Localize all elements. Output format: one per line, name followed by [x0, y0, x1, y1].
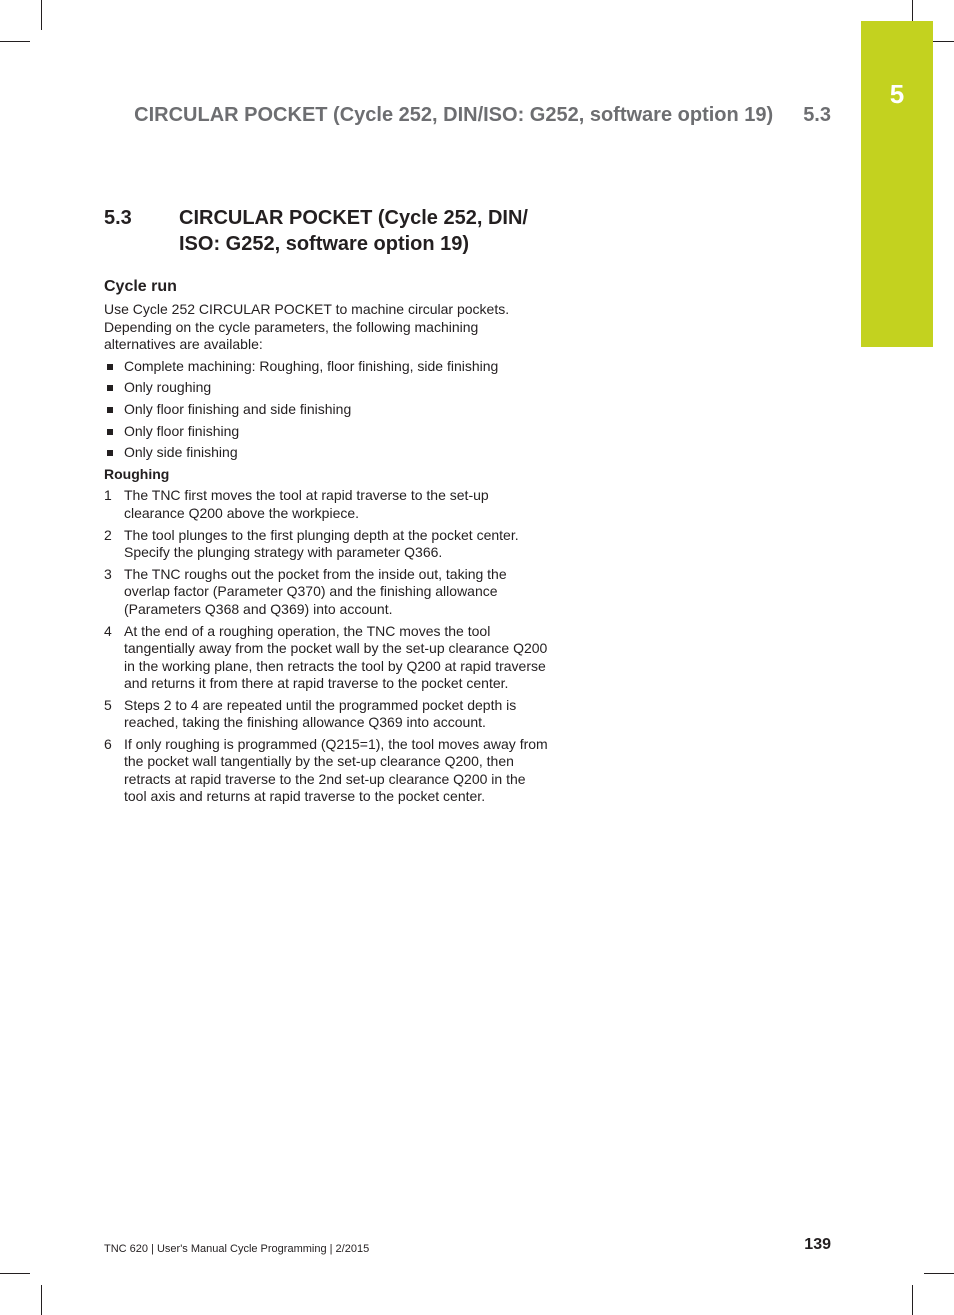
list-item: Only side finishing	[104, 444, 549, 462]
alternatives-list	[104, 358, 549, 462]
bullet-square-icon	[107, 429, 113, 435]
section-number: 5.3	[104, 207, 132, 229]
crop-mark	[41, 1285, 42, 1315]
list-item: Complete machining: Roughing, floor finishing, side finishing	[104, 358, 549, 376]
list-item: Only roughing	[104, 379, 549, 397]
step-number: 4	[104, 622, 112, 639]
list-item	[104, 623, 549, 693]
page-number: 139	[804, 1236, 831, 1253]
list-item	[104, 487, 549, 522]
bullet-square-icon	[107, 385, 113, 391]
step-text: Steps 2 to 4 are repeated until the programmed pocket depth is reached, taking the finishing allowance Q369 into account.	[124, 696, 517, 731]
chapter-tab	[861, 21, 933, 347]
step-text: The TNC first moves the tool at rapid traverse to the set-up clearance Q200 above the workpiece.	[124, 487, 489, 521]
crop-mark	[924, 1273, 954, 1274]
step-number: 5	[104, 696, 112, 713]
step-text: At the end of a roughing operation, the TNC moves the tool tangentially away from the pocket wall by the set-up clearance Q200 in the working plane, then retracts the tool by Q200 at rapid traverse and returns it from there at rapid traverse to the pocket center.	[124, 622, 548, 691]
list-item: Only floor finishing	[104, 423, 549, 441]
footer-text: TNC 620 | User's Manual Cycle Programming | 2/2015	[104, 1243, 370, 1255]
running-header-title: CIRCULAR POCKET (Cycle 252, DIN/ISO: G252, software option 19)	[134, 104, 774, 126]
cycle-run-intro: Use Cycle 252 CIRCULAR POCKET to machine circular pockets. Depending on the cycle parameters, the following machining alternatives are available:	[104, 301, 510, 352]
step-number: 3	[104, 565, 112, 582]
bullet-square-icon	[107, 450, 113, 456]
cycle-run-heading: Cycle run	[104, 278, 177, 295]
main-content	[104, 205, 549, 810]
roughing-steps	[104, 487, 549, 805]
step-number: 6	[104, 735, 112, 752]
list-item	[104, 697, 549, 732]
step-text: The tool plunges to the first plunging depth at the pocket center. Specify the plunging strategy with parameter Q366.	[124, 526, 519, 561]
bullet-square-icon	[107, 364, 113, 370]
step-text: If only roughing is programmed (Q215=1), the tool moves away from the pocket wall tangentially by the set-up clearance Q200, then retracts at rapid traverse to the 2nd set-up clearance Q200 in the tool axis and returns at rapid traverse to the pocket center.	[124, 735, 548, 805]
step-number: 1	[104, 487, 112, 504]
section-heading	[104, 205, 549, 257]
roughing-heading: Roughing	[104, 465, 170, 482]
section-title: CIRCULAR POCKET (Cycle 252, DIN/ ISO: G252, software option 19)	[179, 207, 528, 255]
list-item: Only floor finishing and side finishing	[104, 401, 549, 419]
crop-mark	[0, 41, 30, 42]
crop-mark	[0, 1273, 30, 1274]
running-header	[134, 104, 831, 127]
list-item	[104, 527, 549, 562]
list-item	[104, 566, 549, 619]
list-item	[104, 736, 549, 806]
step-number: 2	[104, 526, 112, 543]
crop-mark	[41, 0, 42, 30]
chapter-number: 5	[889, 79, 905, 109]
bullet-square-icon	[107, 407, 113, 413]
step-text: The TNC roughs out the pocket from the inside out, taking the overlap factor (Parameter Q370) and the finishing allowance (Parameters Q368 and Q369) into account.	[124, 565, 507, 617]
crop-mark	[912, 1285, 913, 1315]
running-header-number: 5.3	[803, 104, 831, 126]
